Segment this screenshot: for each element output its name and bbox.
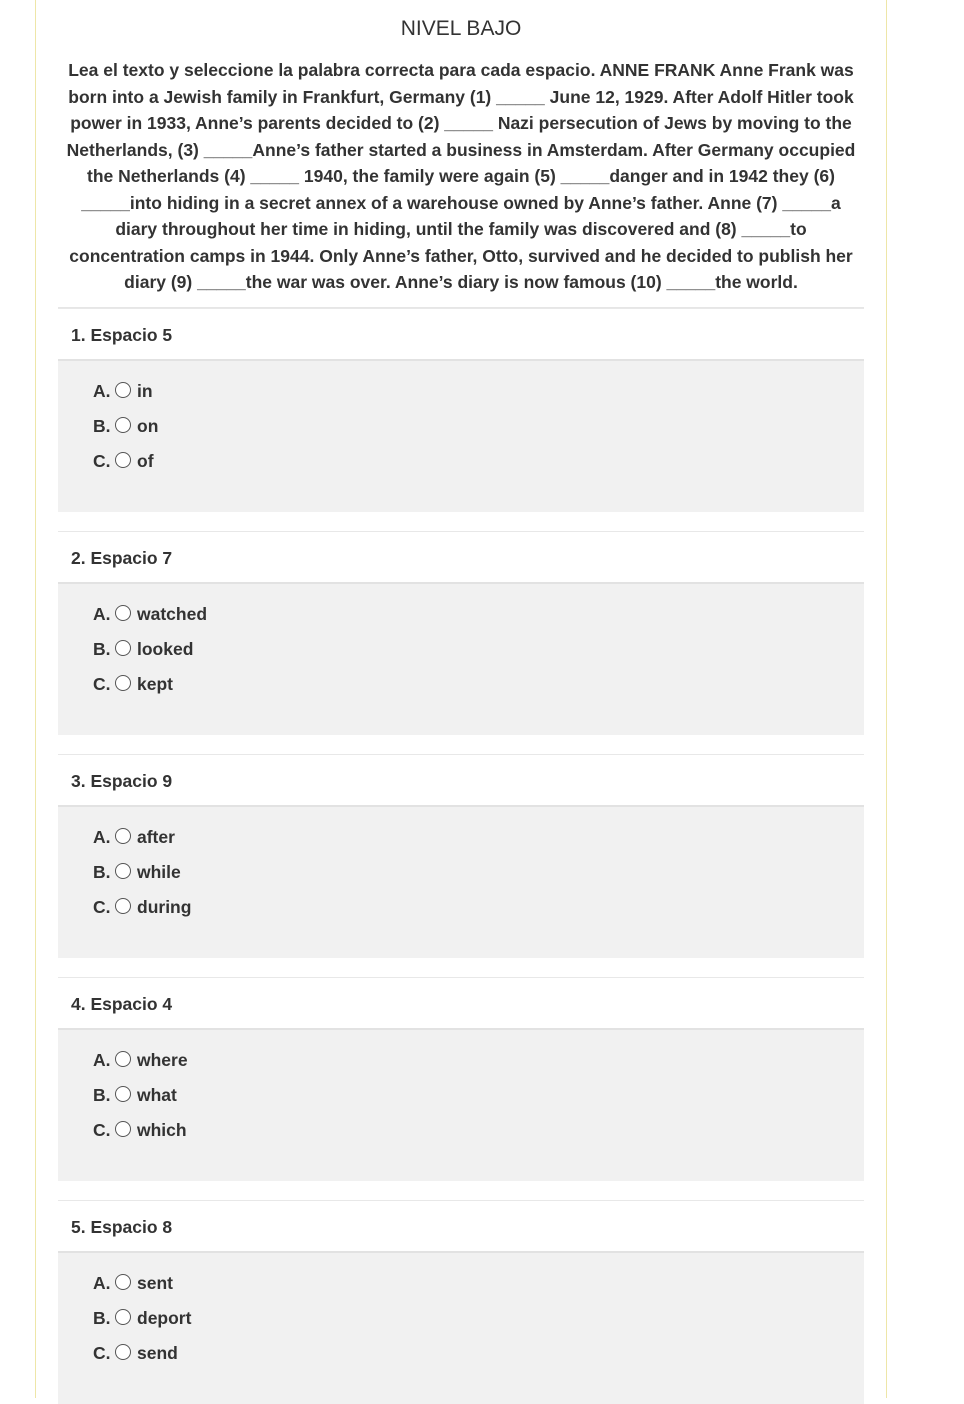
option-letter: C. [93, 674, 111, 694]
radio-button[interactable] [115, 1086, 131, 1102]
question-2 [58, 531, 864, 735]
option-text: send [137, 1343, 178, 1363]
option-letter: C. [93, 1343, 111, 1363]
option-a[interactable] [58, 597, 864, 632]
option-letter: A. [93, 1050, 111, 1070]
option-text: kept [137, 674, 173, 694]
option-text: after [137, 827, 175, 847]
options-group [58, 1253, 864, 1404]
option-letter: A. [93, 381, 111, 401]
option-letter: B. [93, 416, 111, 436]
radio-button[interactable] [115, 382, 131, 398]
option-c[interactable] [58, 890, 864, 925]
option-letter: B. [93, 1308, 111, 1328]
radio-button[interactable] [115, 417, 131, 433]
option-text: where [137, 1050, 188, 1070]
option-c[interactable] [58, 1113, 864, 1148]
option-text: sent [137, 1273, 173, 1293]
radio-button[interactable] [115, 1051, 131, 1067]
options-group [58, 361, 864, 512]
option-text: looked [137, 639, 194, 659]
option-b[interactable] [58, 632, 864, 667]
passage-line: _____into hiding in a secret annex of a warehouse owned by Anne’s father. Anne (7) _____a [81, 192, 841, 213]
option-letter: A. [93, 1273, 111, 1293]
page-title: NIVEL BAJO [400, 17, 522, 40]
question-label: 1. Espacio 5 [58, 308, 864, 361]
radio-button[interactable] [115, 452, 131, 468]
question-3 [58, 754, 864, 958]
radio-button[interactable] [115, 1121, 131, 1137]
question-5 [58, 1200, 864, 1404]
option-letter: A. [93, 604, 111, 624]
radio-button[interactable] [115, 1274, 131, 1290]
passage-line: Lea el texto y seleccione la palabra correcta para cada espacio. ANNE FRANK Anne Frank was [68, 60, 854, 80]
option-letter: B. [93, 639, 111, 659]
option-b[interactable] [58, 1078, 864, 1113]
options-group [58, 1030, 864, 1181]
radio-button[interactable] [115, 863, 131, 879]
radio-button[interactable] [115, 1309, 131, 1325]
passage-line: concentration camps in 1944. Only Anne’s father, Otto, survived and he decided to publish her [69, 245, 853, 266]
options-group [58, 807, 864, 958]
option-letter: A. [93, 827, 111, 847]
question-label: 4. Espacio 4 [58, 977, 864, 1030]
option-text: while [137, 862, 181, 882]
passage-line: the Netherlands (4) _____ 1940, the family were again (5) _____danger and in 1942 they (6) [87, 166, 835, 186]
option-a[interactable] [58, 1043, 864, 1078]
option-letter: C. [93, 451, 111, 471]
options-group [58, 584, 864, 735]
passage-line: power in 1933, Anne’s parents decided to (2) _____ Nazi persecution of Jews by moving to the [70, 113, 852, 133]
passage-text [58, 57, 864, 296]
option-a[interactable] [58, 1266, 864, 1301]
option-text: during [137, 897, 192, 917]
option-text: in [137, 381, 153, 401]
passage-line: diary throughout her time in hiding, until the family was discovered and (8) _____to [115, 219, 807, 239]
option-letter: B. [93, 862, 111, 882]
option-b[interactable] [58, 1301, 864, 1336]
passage-line: Netherlands, (3) _____Anne’s father started a business in Amsterdam. After Germany occupied [66, 139, 856, 160]
question-1 [58, 308, 864, 512]
radio-button[interactable] [115, 640, 131, 656]
option-text: of [137, 451, 154, 471]
option-c[interactable] [58, 444, 864, 479]
option-text: watched [137, 604, 208, 624]
option-letter: C. [93, 897, 111, 917]
question-label: 3. Espacio 9 [58, 754, 864, 807]
question-label: 2. Espacio 7 [58, 531, 864, 584]
option-letter: C. [93, 1120, 111, 1140]
option-c[interactable] [58, 667, 864, 702]
option-c[interactable] [58, 1336, 864, 1371]
option-letter: B. [93, 1085, 111, 1105]
option-b[interactable] [58, 409, 864, 444]
radio-button[interactable] [115, 828, 131, 844]
radio-button[interactable] [115, 675, 131, 691]
passage-line: born into a Jewish family in Frankfurt, Germany (1) _____ June 12, 1929. After Adolf Hitler took [68, 86, 854, 107]
option-text: which [137, 1120, 187, 1140]
option-a[interactable] [58, 820, 864, 855]
option-a[interactable] [58, 374, 864, 409]
radio-button[interactable] [115, 605, 131, 621]
passage-line: diary (9) _____the war was over. Anne’s diary is now famous (10) _____the world. [124, 272, 798, 292]
question-4 [58, 977, 864, 1181]
option-text: deport [137, 1308, 192, 1328]
radio-button[interactable] [115, 898, 131, 914]
option-text: on [137, 416, 159, 436]
radio-button[interactable] [115, 1344, 131, 1360]
option-text: what [137, 1085, 177, 1105]
option-b[interactable] [58, 855, 864, 890]
question-label: 5. Espacio 8 [58, 1200, 864, 1253]
